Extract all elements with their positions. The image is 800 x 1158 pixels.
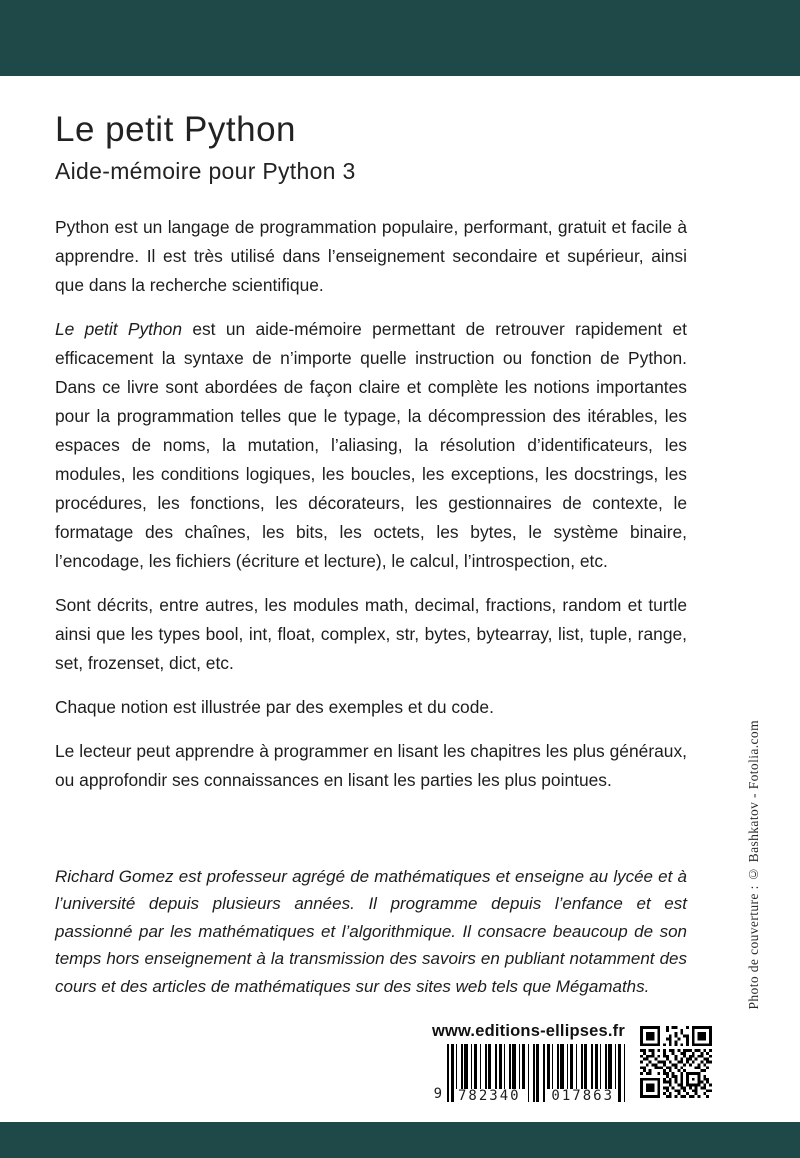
inline-book-title: Le petit Python (55, 318, 182, 339)
isbn-block (432, 1022, 625, 1102)
paragraph-examples: Chaque notion est illustrée par des exemples et du code. (55, 696, 494, 717)
paragraph-modules-types: Sont décrits, entre autres, les modules math, decimal, fractions, random et turtle ainsi que les types bool, int, float, complex, str, bytes, bytearray, list, tuple, range, set, frozenset, dict, etc. (55, 594, 687, 673)
footer-codes (432, 1022, 712, 1102)
paragraph-reader: Le lecteur peut apprendre à programmer en lisant les chapitres les plus généraux, ou approfondir ses connaissances en lisant les parties les plus pointues. (55, 740, 687, 790)
back-cover-text (55, 108, 687, 1000)
qr-code-icon (640, 1026, 712, 1098)
book-subtitle: Aide-mémoire pour Python 3 (55, 157, 356, 184)
publisher-website: www.editions-ellipses.fr (431, 1022, 625, 1040)
top-color-band (0, 0, 800, 76)
ean-digits-group2: 017863 (547, 1089, 618, 1103)
paragraph-description (55, 315, 687, 576)
photo-credit: Photo de couverture : © Bashkatov - Fotolia.com (746, 720, 761, 1010)
ean13-barcode (434, 1044, 625, 1102)
ean-lead-digit: 9 (433, 1086, 442, 1102)
book-title: Le petit Python (55, 110, 296, 149)
author-bio: Richard Gomez est professeur agrégé de mathématiques et enseigne au lycée et à l’université depuis plusieurs années. Il programme depuis l’enfance et est passionné par les mathématiques et l’algorithmique. Il consacre beaucoup de son temps hors enseignement à la transmission des savoirs en publiant notamment des cours et des articles de mathématiques sur des sites web tels que Mégamaths. (55, 866, 687, 996)
paragraph-description-rest: est un aide-mémoire permettant de retrouver rapidement et efficacement la syntaxe de n’importe quelle instruction ou fonction de Python. Dans ce livre sont abordées de façon claire et complète les notions importantes pour la programmation telles que le typage, la décompression des itérables, les espaces de noms, la mutation, l’aliasing, la résolution d’identificateurs, les modules, les conditions logiques, les boucles, les exceptions, les docstrings, les procédures, les fonctions, les décorateurs, les gestionnaires de contexte, le formatage des chaînes, les bits, les octets, les bytes, le système binaire, l’encodage, les fichiers (écriture et lecture), le calcul, l’introspection, etc. (55, 318, 687, 571)
bottom-color-band (0, 1122, 800, 1158)
ean-digits-group1: 782340 (454, 1089, 525, 1103)
paragraph-intro: Python est un langage de programmation populaire, performant, gratuit et facile à apprendre. Il est très utilisé dans l’enseignement secondaire et supérieur, ainsi que dans la recherche scientifique. (55, 216, 687, 295)
